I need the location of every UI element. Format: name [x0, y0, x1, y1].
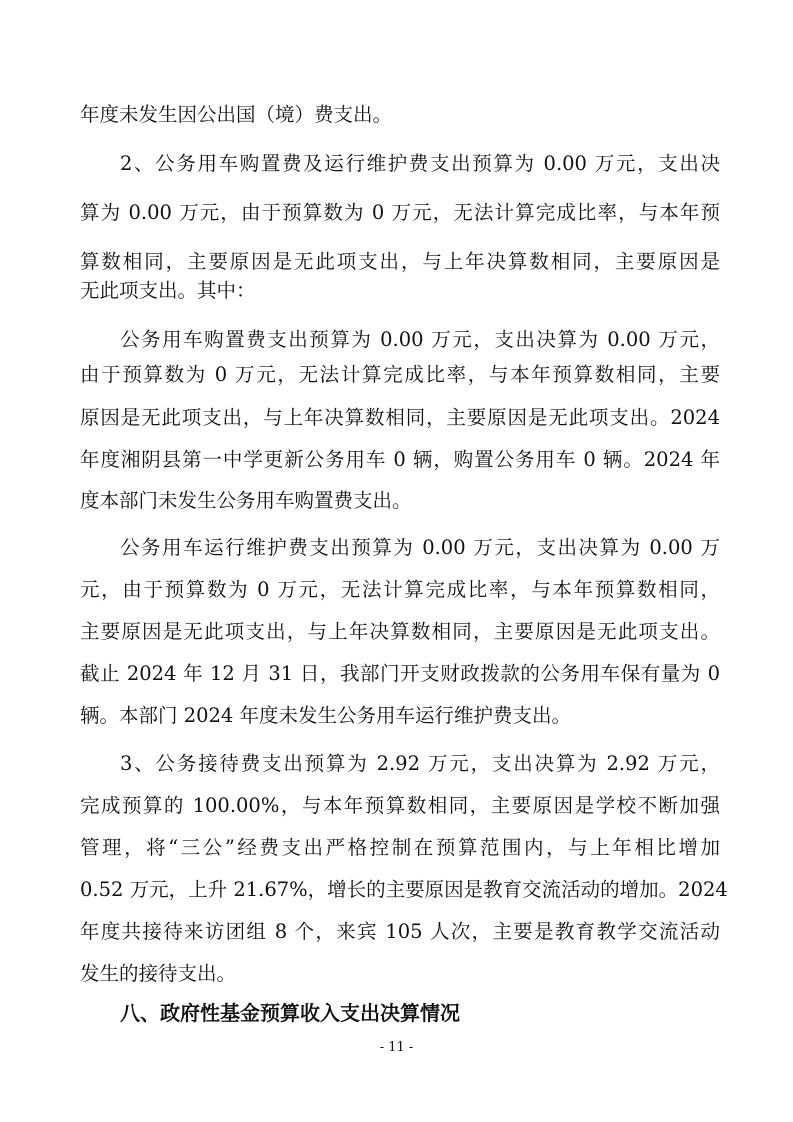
body-text-line: 无此项支出。其中： — [80, 279, 256, 302]
body-text-line: 辆。本部门 2024 年度未发生公务用车运行维护费支出。 — [80, 704, 572, 727]
body-text-line: 年度共接待来访团组 8 个，来宾 105 人次，主要是教育教学交流活动 — [80, 920, 720, 943]
body-text-line: 公务用车运行维护费支出预算为 0.00 万元，支出决算为 0.00 万 — [120, 536, 720, 559]
body-text-line: 管理，将“三公”经费支出严格控制在预算范围内，与上年相比增加 — [80, 836, 720, 859]
body-text-line: 年度湘阴县第一中学更新公务用车 0 辆，购置公务用车 0 辆。2024 年 — [80, 448, 720, 471]
body-text-line: 元，由于预算数为 0 万元，无法计算完成比率，与本年预算数相同， — [80, 578, 720, 601]
body-text-line: 原因是无此项支出，与上年决算数相同，主要原因是无此项支出。2024 — [80, 406, 720, 429]
body-text-line: 由于预算数为 0 万元，无法计算完成比率，与本年预算数相同，主要 — [80, 363, 720, 386]
body-text-line: 完成预算的 100.00%，与本年预算数相同，主要原因是学校不断加强 — [80, 794, 720, 817]
body-text-line: 度本部门未发生公务用车购置费支出。 — [80, 489, 412, 512]
body-text-line: 年度未发生因公出国（境）费支出。 — [80, 103, 393, 126]
body-text-line: 公务用车购置费支出预算为 0.00 万元，支出决算为 0.00 万元， — [120, 328, 720, 351]
body-text-line: 发生的接待支出。 — [80, 962, 237, 985]
body-text-line: 3、公务接待费支出预算为 2.92 万元，支出决算为 2.92 万元， — [120, 752, 720, 775]
body-text-line: 算数相同，主要原因是无此项支出，与上年决算数相同，主要原因是 — [80, 250, 720, 273]
body-text-line: 0.52 万元，上升 21.67%，增长的主要原因是教育交流活动的增加。2024 — [80, 878, 728, 901]
page-number: - 11 - — [379, 1040, 414, 1055]
body-text-line: 主要原因是无此项支出，与上年决算数相同，主要原因是无此项支出。 — [80, 620, 720, 643]
body-text-line: 2、公务用车购置费及运行维护费支出预算为 0.00 万元，支出决 — [120, 152, 720, 175]
body-text-line: 算为 0.00 万元，由于预算数为 0 万元，无法计算完成比率，与本年预 — [80, 201, 720, 224]
section-heading: 八、政府性基金预算收入支出决算情况 — [120, 1001, 460, 1025]
body-text-line: 截止 2024 年 12 月 31 日，我部门开支财政拨款的公务用车保有量为 0 — [80, 662, 720, 685]
